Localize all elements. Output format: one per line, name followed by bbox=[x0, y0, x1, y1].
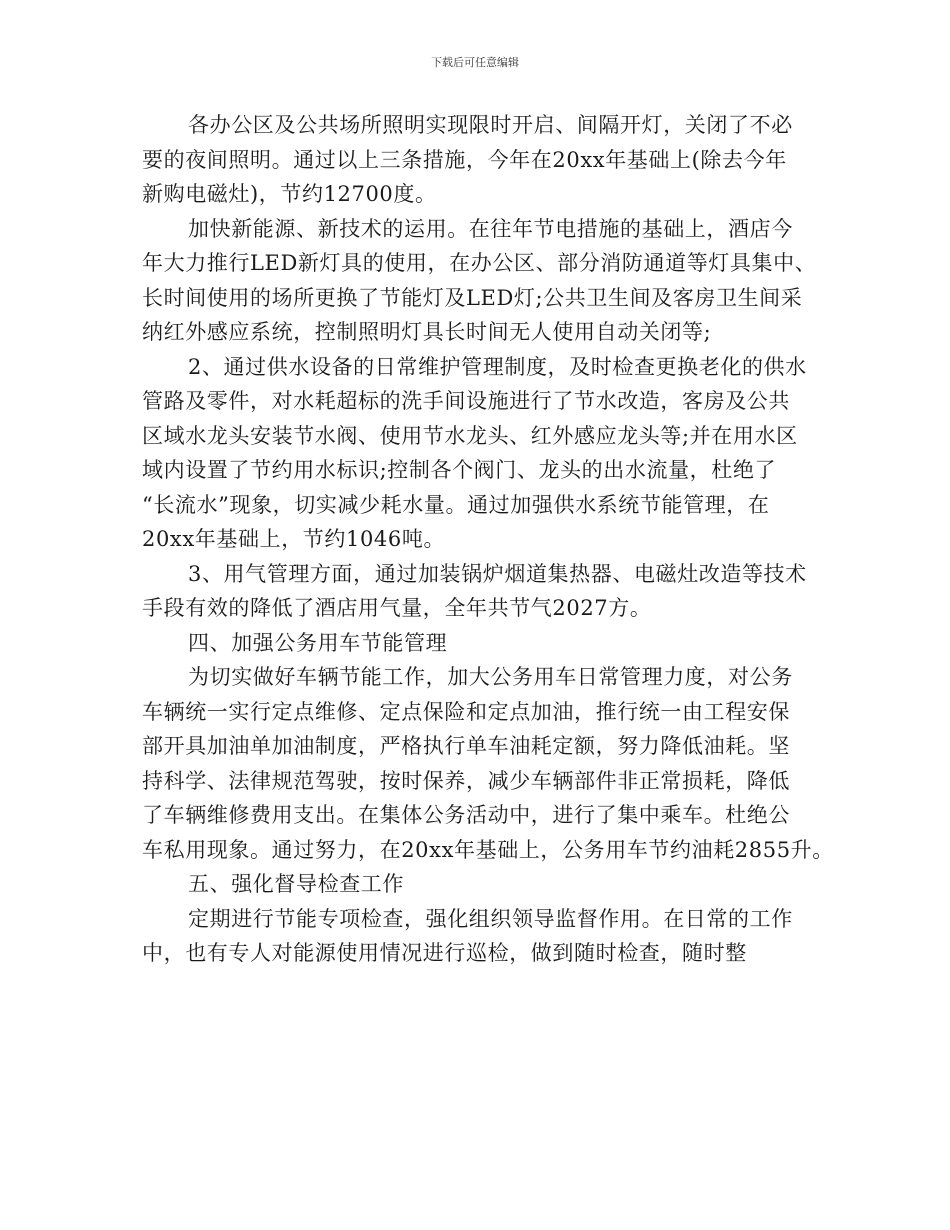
text-line: 管路及零件，对水耗超标的洗手间设施进行了节水改造，客房及公共 bbox=[142, 389, 790, 413]
text-line: 部开具加油单加油制度，严格执行单车油耗定额，努力降低油耗。坚 bbox=[142, 734, 790, 758]
text-line: 要的夜间照明。通过以上三条措施，今年在20xx年基础上(除去今年 bbox=[142, 147, 787, 172]
section-heading: 四、加强公务用车节能管理 bbox=[188, 630, 448, 655]
text-line: 各办公区及公共场所照明实现限时开启、间隔开灯，关闭了不必 bbox=[188, 113, 793, 137]
text-line: 中，也有专人对能源使用情况进行巡检，做到随时检查，随时整 bbox=[142, 941, 747, 965]
text-line: 新购电磁灶)，节约12700度。 bbox=[142, 182, 437, 206]
text-line: 长时间使用的场所更换了节能灯及LED灯;公共卫生间及客房卫生间采 bbox=[142, 285, 803, 310]
text-line: 了车辆维修费用支出。在集体公务活动中，进行了集中乘车。杜绝公 bbox=[142, 803, 790, 827]
text-line: 持科学、法律规范驾驶，按时保养，减少车辆部件非正常损耗，降低 bbox=[142, 768, 790, 793]
text-line: 加快新能源、新技术的运用。在往年节电措施的基础上，酒店今 bbox=[188, 216, 793, 241]
page-header: 下载后可任意编辑 bbox=[431, 56, 519, 69]
text-line: 20xx年基础上，节约1046吨。 bbox=[142, 527, 446, 551]
text-line: “长流水”现象，切实减少耗水量。通过加强供水系统节能管理，在 bbox=[142, 492, 770, 517]
text-line: 域内设置了节约用水标识;控制各个阀门、龙头的出水流量，杜绝了 bbox=[142, 458, 777, 482]
text-line: 区域水龙头安装节水阀、使用节水龙头、红外感应龙头等;并在用水区 bbox=[142, 423, 798, 448]
section-heading: 五、强化督导检查工作 bbox=[188, 872, 404, 896]
text-line: 手段有效的降低了酒店用气量，全年共节气2027方。 bbox=[142, 596, 652, 620]
text-line: 3、用气管理方面，通过加装锅炉烟道集热器、电磁灶改造等技术 bbox=[188, 561, 807, 586]
text-line: 年大力推行LED新灯具的使用，在办公区、部分消防通道等灯具集中、 bbox=[142, 251, 817, 275]
text-line: 车辆统一实行定点维修、定点保险和定点加油，推行统一由工程安保 bbox=[142, 699, 790, 724]
text-line: 定期进行节能专项检查，强化组织领导监督作用。在日常的工作 bbox=[188, 906, 793, 931]
text-line: 车私用现象。通过努力，在20xx年基础上，公务用车节约油耗2855升。 bbox=[142, 837, 834, 862]
text-line: 为切实做好车辆节能工作，加大公务用车日常管理力度，对公务 bbox=[188, 665, 793, 689]
text-line: 纳红外感应系统，控制照明灯具长时间无人使用自动关闭等; bbox=[142, 320, 712, 344]
document-body bbox=[142, 108, 832, 971]
text-line: 2、通过供水设备的日常维护管理制度，及时检查更换老化的供水 bbox=[188, 354, 807, 379]
